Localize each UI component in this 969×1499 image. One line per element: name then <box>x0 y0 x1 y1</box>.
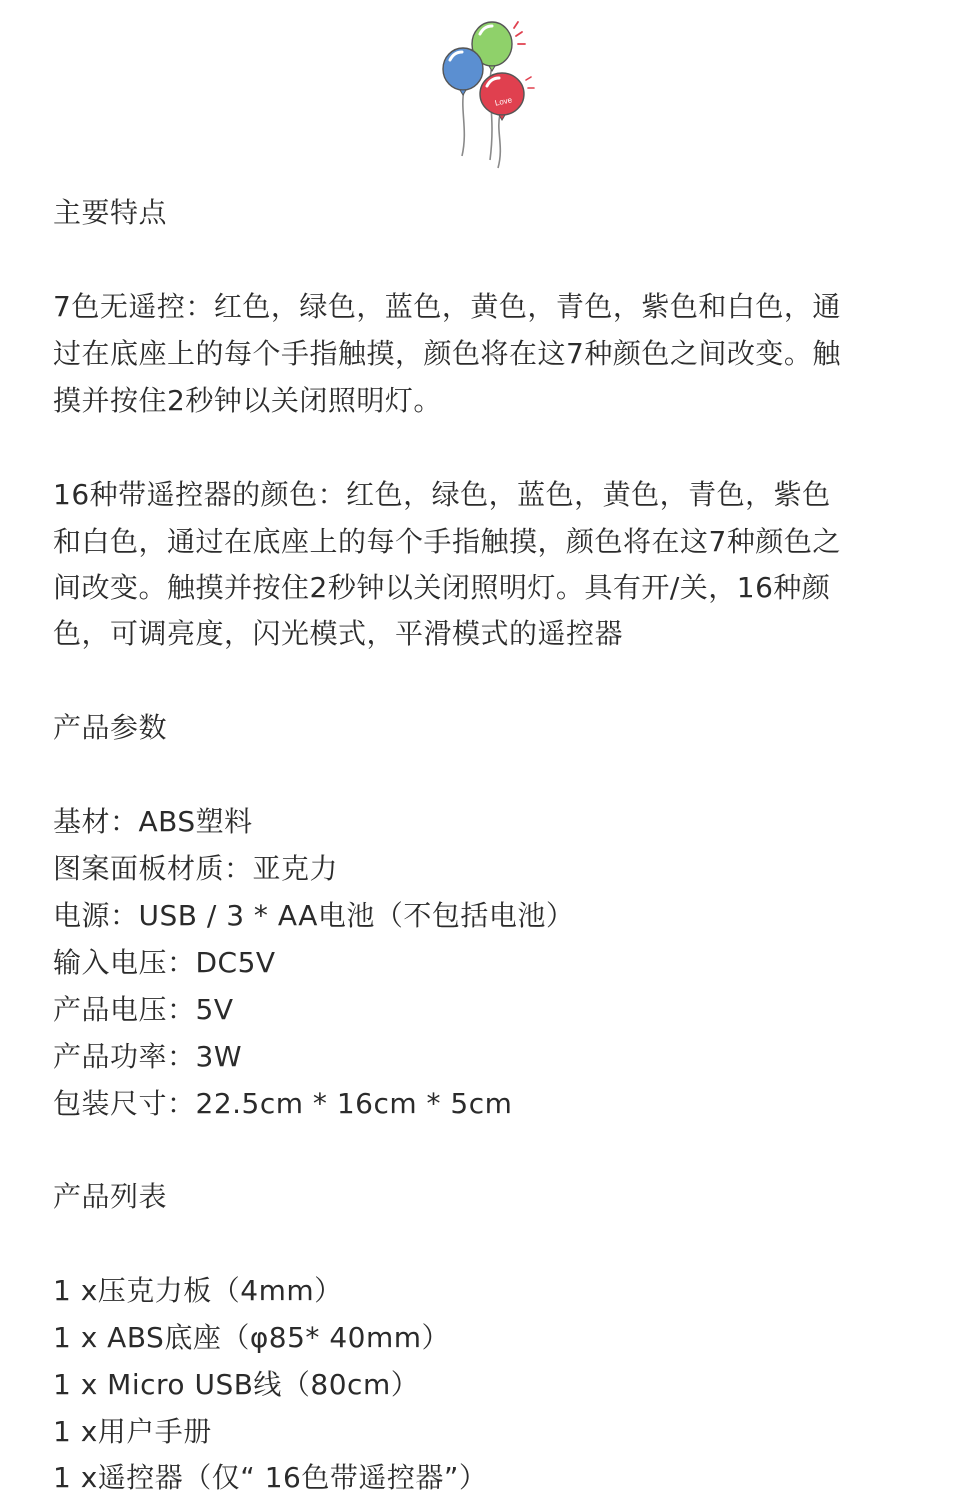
red-balloon-icon <box>480 73 524 115</box>
para2-line: 和白色，通过在底座上的每个手指触摸，颜色将在这7种颜色之 <box>53 525 841 558</box>
blue-balloon-icon <box>443 48 483 90</box>
para2-line: 间改变。触摸并按住2秒钟以关闭照明灯。具有开/关，16种颜 <box>53 571 831 604</box>
list-item: 1 x ABS底座（φ85* 40mm） <box>53 1321 451 1354</box>
param-line: 图案面板材质：亚克力 <box>53 852 339 885</box>
list-item: 1 x遥控器（仅“ 16色带遥控器”） <box>53 1461 488 1494</box>
section-heading-params: 产品参数 <box>53 711 168 744</box>
section-heading-list: 产品列表 <box>53 1180 168 1213</box>
balloons-illustration <box>434 14 538 174</box>
param-line: 输入电压：DC5V <box>53 946 276 979</box>
param-line: 电源：USB / 3 * AA电池（不包括电池） <box>53 899 575 932</box>
list-item: 1 x用户手册 <box>53 1415 212 1448</box>
list-item: 1 x压克力板（4mm） <box>53 1274 343 1307</box>
para2-line: 16种带遥控器的颜色：红色，绿色，蓝色，黄色，青色，紫色 <box>53 478 831 511</box>
section-heading-features: 主要特点 <box>53 196 168 229</box>
para2-line: 色，可调亮度，闪光模式，平滑模式的遥控器 <box>53 617 624 650</box>
param-line: 基材：ABS塑料 <box>53 805 253 838</box>
param-line: 产品功率：3W <box>53 1040 243 1073</box>
list-item: 1 x Micro USB线（80cm） <box>53 1368 420 1401</box>
param-line: 包装尺寸：22.5cm * 16cm * 5cm <box>53 1087 513 1120</box>
balloon-label: Love <box>494 95 513 108</box>
para1-line: 摸并按住2秒钟以关闭照明灯。 <box>53 384 442 417</box>
para1-line: 7色无遥控：红色，绿色，蓝色，黄色，青色，紫色和白色，通 <box>53 290 841 323</box>
param-line: 产品电压：5V <box>53 993 234 1026</box>
para1-line: 过在底座上的每个手指触摸，颜色将在这7种颜色之间改变。触 <box>53 337 841 370</box>
